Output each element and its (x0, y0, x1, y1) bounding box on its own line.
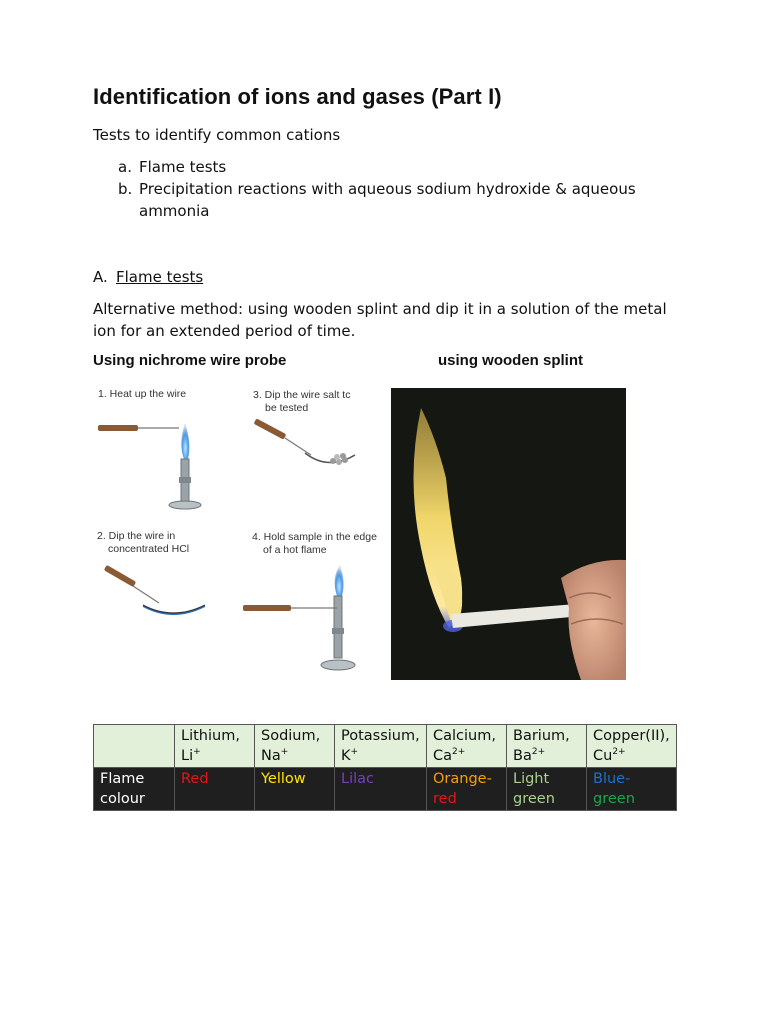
colour-cell (427, 768, 507, 811)
step-3-label: 3. Dip the wire salt tc be tested (253, 389, 351, 414)
alternative-method-text: Alternative method: using wooden splint and dip it in a solution of the metal ion for an extended period of time. (93, 300, 667, 340)
list-item-text: Flame tests (139, 158, 227, 176)
ion-header-cell: Barium, $Ba^{2+}$ (507, 725, 587, 768)
page-title: Identification of ions and gases (Part I) (93, 84, 502, 109)
salt-dish-icon (254, 418, 355, 465)
flame-colour-text: Lilac (341, 771, 374, 787)
step-4-label: 4. Hold sample in the edge of a hot flame (252, 531, 377, 556)
flame-photo-image (391, 388, 626, 680)
flame-colour-text: Blue- (593, 771, 631, 787)
nichrome-diagram (93, 383, 388, 683)
flame-colour-text-cont: green (513, 791, 555, 807)
colour-cell (335, 768, 427, 811)
colour-cell (507, 768, 587, 811)
wire-holder-icon (98, 425, 179, 431)
acid-dish-icon (104, 565, 205, 615)
list-item (118, 178, 678, 222)
caption-splint: using wooden splint (438, 352, 583, 369)
list-item-text: Precipitation reactions with aqueous sodium hydroxide & aqueous ammonia (139, 180, 636, 220)
caption-nichrome: Using nichrome wire probe (93, 352, 287, 369)
colour-cell (175, 768, 255, 811)
ion-header-cell: Copper(II), $Cu^{2+}$ (587, 725, 677, 768)
section-heading (93, 266, 203, 288)
list-marker: b. (118, 180, 133, 198)
wooden-splint-photo (391, 388, 626, 680)
list-item (118, 156, 678, 178)
wire-holder-icon (243, 605, 337, 611)
flame-colour-text: Orange- (433, 771, 492, 787)
step-1-label: 1. Heat up the wire (98, 388, 187, 400)
colour-cell (255, 768, 335, 811)
row-label-cell: Flame colour (94, 768, 175, 811)
bunsen-burner-icon (321, 565, 355, 670)
bunsen-burner-icon (169, 423, 201, 509)
flame-colour-text: Light (513, 771, 550, 787)
ion-header-cell: Sodium, Na+ (255, 725, 335, 768)
table-corner-cell (94, 725, 175, 768)
flame-colour-table (93, 724, 677, 811)
ion-header-cell: Calcium, $Ca^{2+}$ (427, 725, 507, 768)
section-title: Flame tests (116, 268, 204, 286)
flame-colour-text-cont: green (593, 791, 635, 807)
intro-text: Tests to identify common cations (93, 126, 341, 144)
nichrome-steps-figure (93, 383, 388, 683)
flame-colour-row (94, 768, 677, 811)
flame-colour-text-cont: red (433, 791, 457, 807)
colour-cell (587, 768, 677, 811)
cation-test-list (118, 156, 678, 222)
ion-header-cell: Potassium, K+ (335, 725, 427, 768)
table-header-row (94, 725, 677, 768)
section-marker: A. (93, 268, 108, 286)
step-2-label: 2. Dip the wire in concentrated HCl (97, 530, 190, 555)
flame-colour-text: Red (181, 771, 209, 787)
list-marker: a. (118, 158, 132, 176)
ion-header-cell: Lithium, Li+ (175, 725, 255, 768)
flame-colour-text: Yellow (261, 771, 306, 787)
